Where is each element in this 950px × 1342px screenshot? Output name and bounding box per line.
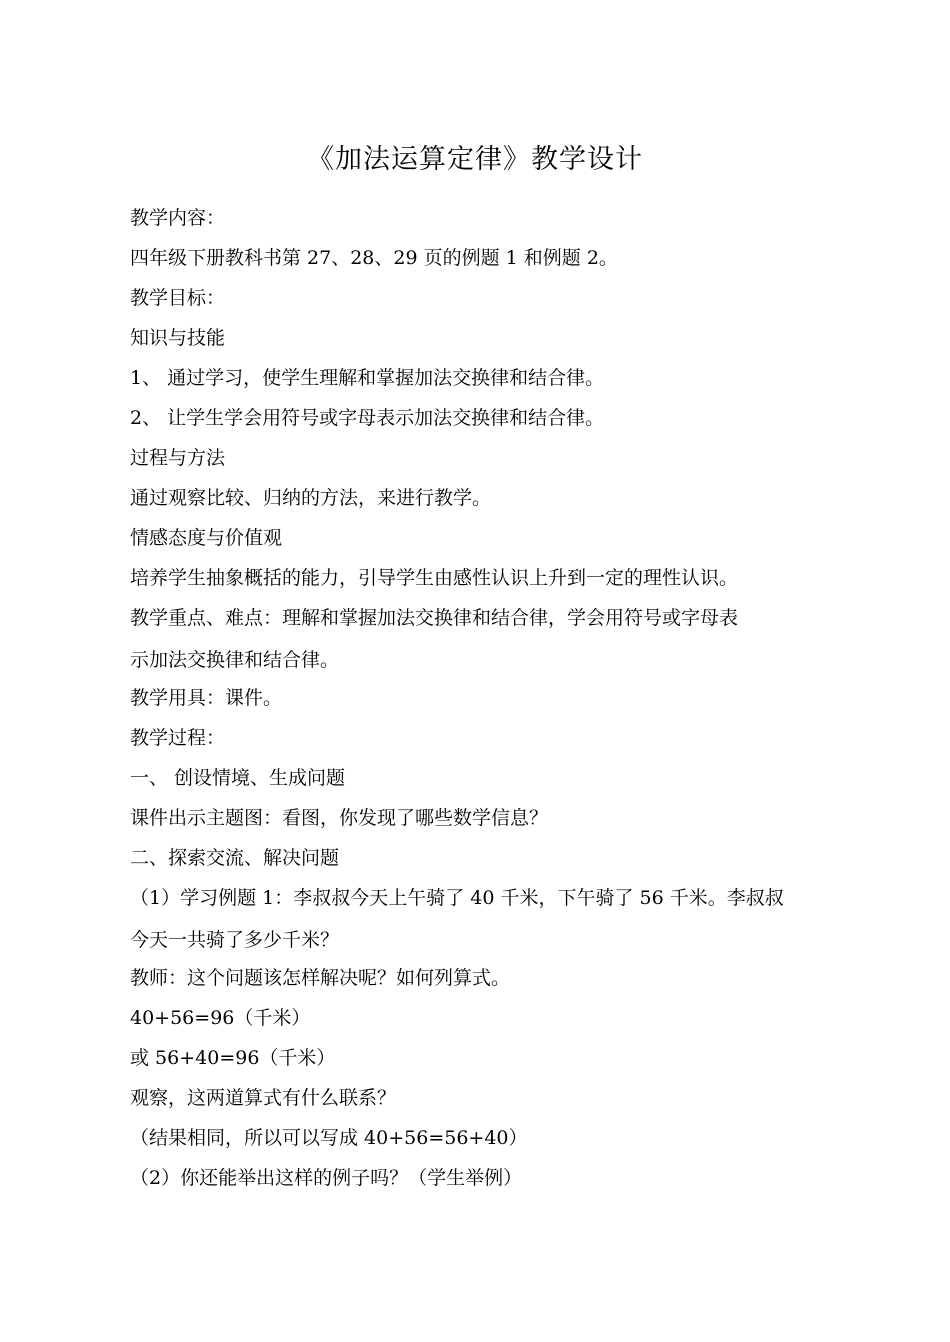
section-heading-objectives: 教学目标： [130,287,226,309]
paragraph-example-1-line-1: （1）学习例题 1：李叔叔今天上午骑了 40 千米，下午骑了 56 千米。李叔叔 [130,887,784,909]
list-item-2: 2、 让学生学会用符号或字母表示加法交换律和结合律。 [130,407,605,429]
paragraph-result: （结果相同，所以可以写成 40+56=56+40） [130,1127,528,1149]
subheading-attitude: 情感态度与价值观 [130,527,283,549]
subheading-process: 过程与方法 [130,447,226,469]
list-item-1: 1、 通过学习，使学生理解和掌握加法交换律和结合律。 [130,367,605,389]
document-title: 《加法运算定律》教学设计 [307,144,643,175]
paragraph-attitude: 培养学生抽象概括的能力，引导学生由感性认识上升到一定的理性认识。 [130,567,739,589]
subheading-knowledge: 知识与技能 [130,327,226,349]
paragraph-step-1: 课件出示主题图：看图，你发现了哪些数学信息？ [130,807,549,829]
equation-1: 40+56=96（千米） [130,1007,311,1029]
step-heading-2: 二、探索交流、解决问题 [130,847,340,869]
paragraph-tools: 教学用具：课件。 [130,687,283,709]
paragraph-key-points-line-2: 示加法交换律和结合律。 [130,649,340,671]
step-heading-1: 一、 创设情境、生成问题 [130,767,346,789]
paragraph-example-1-line-2: 今天一共骑了多少千米？ [130,929,340,951]
paragraph-observe: 观察，这两道算式有什么联系？ [130,1087,397,1109]
equation-2: 或 56+40=96（千米） [130,1047,336,1069]
section-heading-process: 教学过程： [130,727,226,749]
paragraph-key-points-line-1: 教学重点、难点：理解和掌握加法交换律和结合律，学会用符号或字母表 [130,607,739,629]
section-heading-content: 教学内容： [130,207,226,229]
paragraph-content: 四年级下册教科书第 27、28、29 页的例题 1 和例题 2。 [130,247,618,269]
paragraph-process: 通过观察比较、归纳的方法，来进行教学。 [130,487,492,509]
paragraph-example-2: （2）你还能举出这样的例子吗？（学生举例） [130,1167,523,1189]
document-body [130,198,830,1198]
paragraph-teacher: 教师：这个问题该怎样解决呢？如何列算式。 [130,967,511,989]
